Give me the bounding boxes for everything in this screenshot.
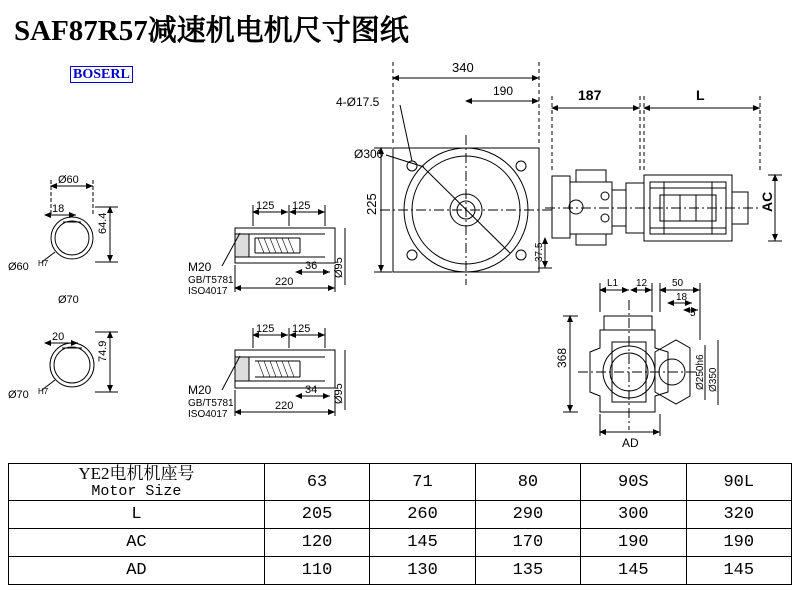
table-header-size-1: 71 — [370, 464, 475, 501]
table-header-label — [9, 464, 265, 501]
dim-bottom-12: 12 — [636, 278, 648, 289]
dim-shaft1-height: 64.4 — [97, 212, 109, 234]
dim-bottom-ad: AD — [622, 436, 639, 450]
flange-front-view — [374, 62, 552, 285]
dim-hs1-std2: ISO4017 — [188, 286, 228, 297]
dim-motor-length: L — [696, 87, 705, 103]
row-ac-value-1: 145 — [370, 529, 475, 557]
table-header-size-2: 80 — [475, 464, 580, 501]
table-header-row — [9, 464, 792, 501]
dim-flange-height: 225 — [364, 193, 379, 215]
dim-flange-inner-width: 190 — [493, 84, 514, 98]
dim-hs2-inner-len: 34 — [305, 384, 318, 396]
row-label-ac: AC — [9, 529, 265, 557]
table-header-size-0: 63 — [264, 464, 369, 501]
dim-hs2-flange-dia: Ø95 — [333, 383, 345, 404]
dim-hs1-bolt: M20 — [188, 260, 212, 274]
dim-flange-width: 340 — [452, 60, 474, 75]
row-ad-value-4: 145 — [686, 557, 791, 585]
dim-hs2-right: 125 — [292, 323, 311, 335]
dim-flange-pitch-circle: Ø300 — [354, 147, 384, 161]
row-l-value-2: 290 — [475, 501, 580, 529]
dim-hs1-inner-len: 36 — [305, 260, 318, 272]
dim-shaft1-key-width: 18 — [52, 203, 65, 215]
dim-hs1-left: 125 — [256, 200, 275, 212]
row-l-value-3: 300 — [581, 501, 686, 529]
table-row — [9, 557, 792, 585]
dim-gearbox-length: 187 — [578, 87, 602, 103]
dim-bottom-height: 368 — [555, 347, 569, 368]
table-header-label-cn: YE2电机机座号 — [78, 464, 195, 483]
dim-hs1-flange-dia: Ø95 — [333, 257, 345, 278]
dim-flange-holes: 4-Ø17.5 — [336, 95, 380, 109]
row-l-value-4: 320 — [686, 501, 791, 529]
dim-shaft1-bore-tol: H7 — [38, 259, 49, 268]
dim-hs1-right: 125 — [292, 200, 311, 212]
row-l-value-0: 205 — [264, 501, 369, 529]
row-ad-value-1: 130 — [370, 557, 475, 585]
row-ad-value-0: 110 — [264, 557, 369, 585]
dim-hs2-std1: GB/T5781 — [188, 398, 234, 409]
table-header-label-en: Motor Size — [91, 483, 182, 500]
table-header-size-3: 90S — [581, 464, 686, 501]
row-ad-value-3: 145 — [581, 557, 686, 585]
dim-motor-height: AC — [759, 191, 775, 212]
dim-hs2-bolt: M20 — [188, 383, 212, 397]
row-ac-value-3: 190 — [581, 529, 686, 557]
dim-bottom-dia1: Ø250h6 — [695, 354, 706, 390]
table-row — [9, 501, 792, 529]
dim-flange-offset: 37.5 — [534, 242, 545, 262]
dim-bottom-50: 50 — [672, 278, 684, 289]
row-label-ad: AD — [9, 557, 265, 585]
dim-bottom-18: 18 — [676, 292, 688, 303]
dim-bottom-l1: L1 — [607, 278, 619, 289]
dim-shaft2-outer-dia: Ø70 — [58, 294, 79, 306]
dim-hs2-left: 125 — [256, 323, 275, 335]
table-row — [9, 529, 792, 557]
dim-shaft2-key-width: 20 — [52, 331, 65, 343]
page-title: SAF87R57减速机电机尺寸图纸 — [14, 15, 409, 47]
dim-shaft1-outer-dia: Ø60 — [58, 174, 79, 186]
row-ac-value-0: 120 — [264, 529, 369, 557]
dim-hs1-total-len: 220 — [275, 276, 294, 288]
dim-hs1-std1: GB/T5781 — [188, 275, 234, 286]
dim-hs2-std2: ISO4017 — [188, 409, 228, 420]
gearbox-motor-side-view — [538, 96, 782, 268]
motor-size-table — [8, 463, 792, 585]
dim-shaft2-height: 74.9 — [97, 340, 109, 362]
dim-hs2-total-len: 220 — [275, 400, 294, 412]
row-label-l: L — [9, 501, 265, 529]
dim-bottom-dia2: Ø350 — [708, 367, 719, 392]
table-header-size-4: 90L — [686, 464, 791, 501]
dim-bottom-5: 5 — [690, 308, 696, 319]
dim-shaft2-bore-tol: H7 — [38, 387, 49, 396]
dim-shaft2-bore: Ø70 — [8, 389, 29, 401]
row-ac-value-4: 190 — [686, 529, 791, 557]
row-ac-value-2: 170 — [475, 529, 580, 557]
row-ad-value-2: 135 — [475, 557, 580, 585]
dim-shaft1-bore: Ø60 — [8, 261, 29, 273]
row-l-value-1: 260 — [370, 501, 475, 529]
brand-logo: BOSERL — [70, 66, 133, 83]
